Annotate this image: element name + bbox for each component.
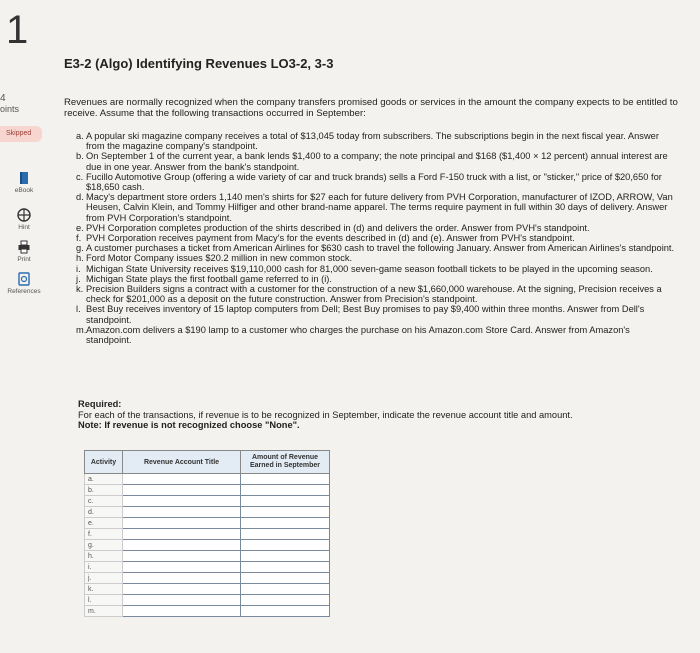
- item-letter: h.: [76, 253, 84, 264]
- points-value: 4: [0, 93, 6, 104]
- table-row: [85, 573, 330, 584]
- item-text: Michigan State University receives $19,110,000 cash for 81,000 seven-game season football tickets to be played in the upcoming season.: [86, 263, 653, 274]
- activity-cell: a.: [85, 474, 123, 485]
- activity-cell: f.: [85, 529, 123, 540]
- activity-cell: d.: [85, 507, 123, 518]
- ebook-label: eBook: [14, 187, 34, 194]
- list-item: [76, 253, 676, 263]
- account-title-input[interactable]: [123, 540, 241, 551]
- ebook-button[interactable]: [4, 171, 44, 194]
- book-icon: [17, 171, 31, 185]
- list-item: [76, 304, 676, 324]
- required-section: [78, 399, 678, 431]
- print-button[interactable]: [4, 240, 44, 263]
- col-activity: Activity: [85, 451, 123, 474]
- activity-cell: c.: [85, 496, 123, 507]
- account-title-input[interactable]: [123, 474, 241, 485]
- amount-input[interactable]: [241, 562, 330, 573]
- activity-cell: j.: [85, 573, 123, 584]
- hint-label: Hint: [18, 224, 30, 231]
- item-text: A popular ski magazine company receives a total of $13,045 today from subscribers. The subscriptions begin in the next fiscal year. Answer from the magazine company's standpoint.: [86, 131, 659, 152]
- activity-cell: h.: [85, 551, 123, 562]
- item-text: Amazon.com delivers a $190 lamp to a customer who charges the purchase on his Amazon.com Store Card. Answer from Amazon's standpoint.: [86, 324, 630, 346]
- list-item: [76, 151, 676, 171]
- item-text: Macy's department store orders 1,140 men's shirts for $27 each for future delivery from PVH Corporation, manufacturer of IZOD, ARROW, Van Heusen, Calvin Klein, and Tommy Hilfiger and other brand-name apparel. The terms require payment in full within 30 days of delivery. Answer from PVH Corporation's standpoint.: [86, 192, 673, 223]
- amount-input[interactable]: [241, 529, 330, 540]
- item-letter: c.: [76, 171, 84, 182]
- table-row: [85, 474, 330, 485]
- account-title-input[interactable]: [123, 485, 241, 496]
- col-amount: Amount of Revenue Earned in September: [241, 451, 330, 474]
- table-row: [85, 595, 330, 606]
- item-text: Fucillo Automotive Group (offering a wide variety of car and truck brands) sells a Ford F-150 truck with a list, or "sticker," price of $20,650 for $18,650 cash.: [86, 171, 662, 193]
- account-title-input[interactable]: [123, 595, 241, 606]
- table-row: [85, 496, 330, 507]
- table-row: [85, 485, 330, 496]
- list-item: [76, 284, 676, 304]
- globe-icon: [17, 208, 31, 222]
- item-letter: m.: [76, 324, 87, 335]
- table-row: [85, 540, 330, 551]
- answer-table: [84, 450, 330, 617]
- table-row: [85, 562, 330, 573]
- intro-text: Revenues are normally recognized when the company transfers promised goods or services in the amount the company expects to be entitled to receive. Assume that the following transactions occurred in September:: [64, 97, 678, 119]
- item-letter: a.: [76, 131, 84, 141]
- required-note: Note: If revenue is not recognized choose "None".: [78, 420, 300, 430]
- amount-input[interactable]: [241, 485, 330, 496]
- table-row: [85, 584, 330, 595]
- activity-cell: b.: [85, 485, 123, 496]
- amount-input[interactable]: [241, 474, 330, 485]
- activity-cell: i.: [85, 562, 123, 573]
- account-title-input[interactable]: [123, 562, 241, 573]
- activity-cell: g.: [85, 540, 123, 551]
- account-title-input[interactable]: [123, 507, 241, 518]
- item-letter: j.: [76, 273, 81, 284]
- references-button[interactable]: [4, 272, 44, 295]
- item-letter: d.: [76, 192, 84, 203]
- list-item: [76, 264, 676, 274]
- item-text: On September 1 of the current year, a bank lends $1,400 to a company; the note principal and $168 ($1,400 × 12 percent) annual interest are due in one year. Answer from the bank's standpoint.: [86, 151, 668, 172]
- col-account-title: Revenue Account Title: [123, 451, 241, 474]
- list-item: [76, 192, 676, 223]
- list-item: [76, 172, 676, 192]
- points-indicator: [0, 94, 19, 114]
- account-title-input[interactable]: [123, 496, 241, 507]
- item-text: A customer purchases a ticket from American Airlines for $630 cash to travel the following January. Answer from American Airlines's standpoint.: [86, 243, 675, 254]
- required-heading: Required:: [78, 399, 122, 409]
- account-title-input[interactable]: [123, 551, 241, 562]
- activity-cell: l.: [85, 595, 123, 606]
- list-item: [76, 233, 676, 243]
- amount-input[interactable]: [241, 606, 330, 617]
- item-letter: f.: [76, 233, 82, 244]
- account-title-input[interactable]: [123, 573, 241, 584]
- references-label: References: [7, 288, 41, 295]
- amount-input[interactable]: [241, 507, 330, 518]
- item-letter: e.: [76, 222, 84, 233]
- item-letter: l.: [76, 304, 81, 315]
- status-badge: Skipped: [0, 126, 42, 142]
- item-letter: b.: [76, 151, 84, 162]
- amount-input[interactable]: [241, 584, 330, 595]
- activity-cell: e.: [85, 518, 123, 529]
- amount-input[interactable]: [241, 595, 330, 606]
- activity-cell: m.: [85, 606, 123, 617]
- question-number: 1: [6, 8, 29, 52]
- required-text: For each of the transactions, if revenue is to be recognized in September, indicate the revenue account title and amount.: [78, 409, 573, 420]
- amount-input[interactable]: [241, 573, 330, 584]
- table-row: [85, 518, 330, 529]
- account-title-input[interactable]: [123, 606, 241, 617]
- item-text: Best Buy receives inventory of 15 laptop computers from Dell; Best Buy promises to pay $9,400 within three months. Answer from Dell's standpoint.: [86, 304, 645, 325]
- account-title-input[interactable]: [123, 529, 241, 540]
- page-title: E3-2 (Algo) Identifying Revenues LO3-2, 3-3: [64, 56, 334, 71]
- list-item: [76, 131, 676, 151]
- activity-cell: k.: [85, 584, 123, 595]
- list-item: [76, 325, 676, 345]
- item-letter: i.: [76, 263, 81, 274]
- amount-input[interactable]: [241, 518, 330, 529]
- list-item: [76, 223, 676, 233]
- list-item: [76, 243, 676, 253]
- transactions-list: [76, 131, 676, 345]
- item-text: Precision Builders signs a contract with a customer for the construction of a new $1,660,000 warehouse. At the signing, Precision receives a check for $201,000 as a deposit on the future construction. Answer from Precision's standpoint.: [86, 284, 662, 305]
- account-title-input[interactable]: [123, 584, 241, 595]
- amount-input[interactable]: [241, 551, 330, 562]
- printer-icon: [17, 240, 31, 254]
- item-letter: g.: [76, 243, 84, 254]
- item-text: PVH Corporation receives payment from Macy's for the events described in (d) and (e). Answer from PVH's standpoint.: [86, 233, 575, 244]
- item-text: PVH Corporation completes production of the shirts described in (d) and delivers the order. Answer from PVH's standpoint.: [86, 222, 590, 233]
- hint-button[interactable]: [4, 208, 44, 231]
- print-label: Print: [17, 256, 31, 263]
- list-item: [76, 274, 676, 284]
- account-title-input[interactable]: [123, 518, 241, 529]
- table-row: [85, 529, 330, 540]
- item-text: Michigan State plays the first football game referred to in (i).: [86, 273, 332, 284]
- table-row: [85, 507, 330, 518]
- item-text: Ford Motor Company issues $20.2 million in new common stock.: [86, 253, 353, 264]
- amount-input[interactable]: [241, 496, 330, 507]
- references-icon: [17, 272, 31, 286]
- item-letter: k.: [76, 284, 84, 295]
- points-label: oints: [0, 104, 20, 114]
- table-row: [85, 551, 330, 562]
- amount-input[interactable]: [241, 540, 330, 551]
- table-row: [85, 606, 330, 617]
